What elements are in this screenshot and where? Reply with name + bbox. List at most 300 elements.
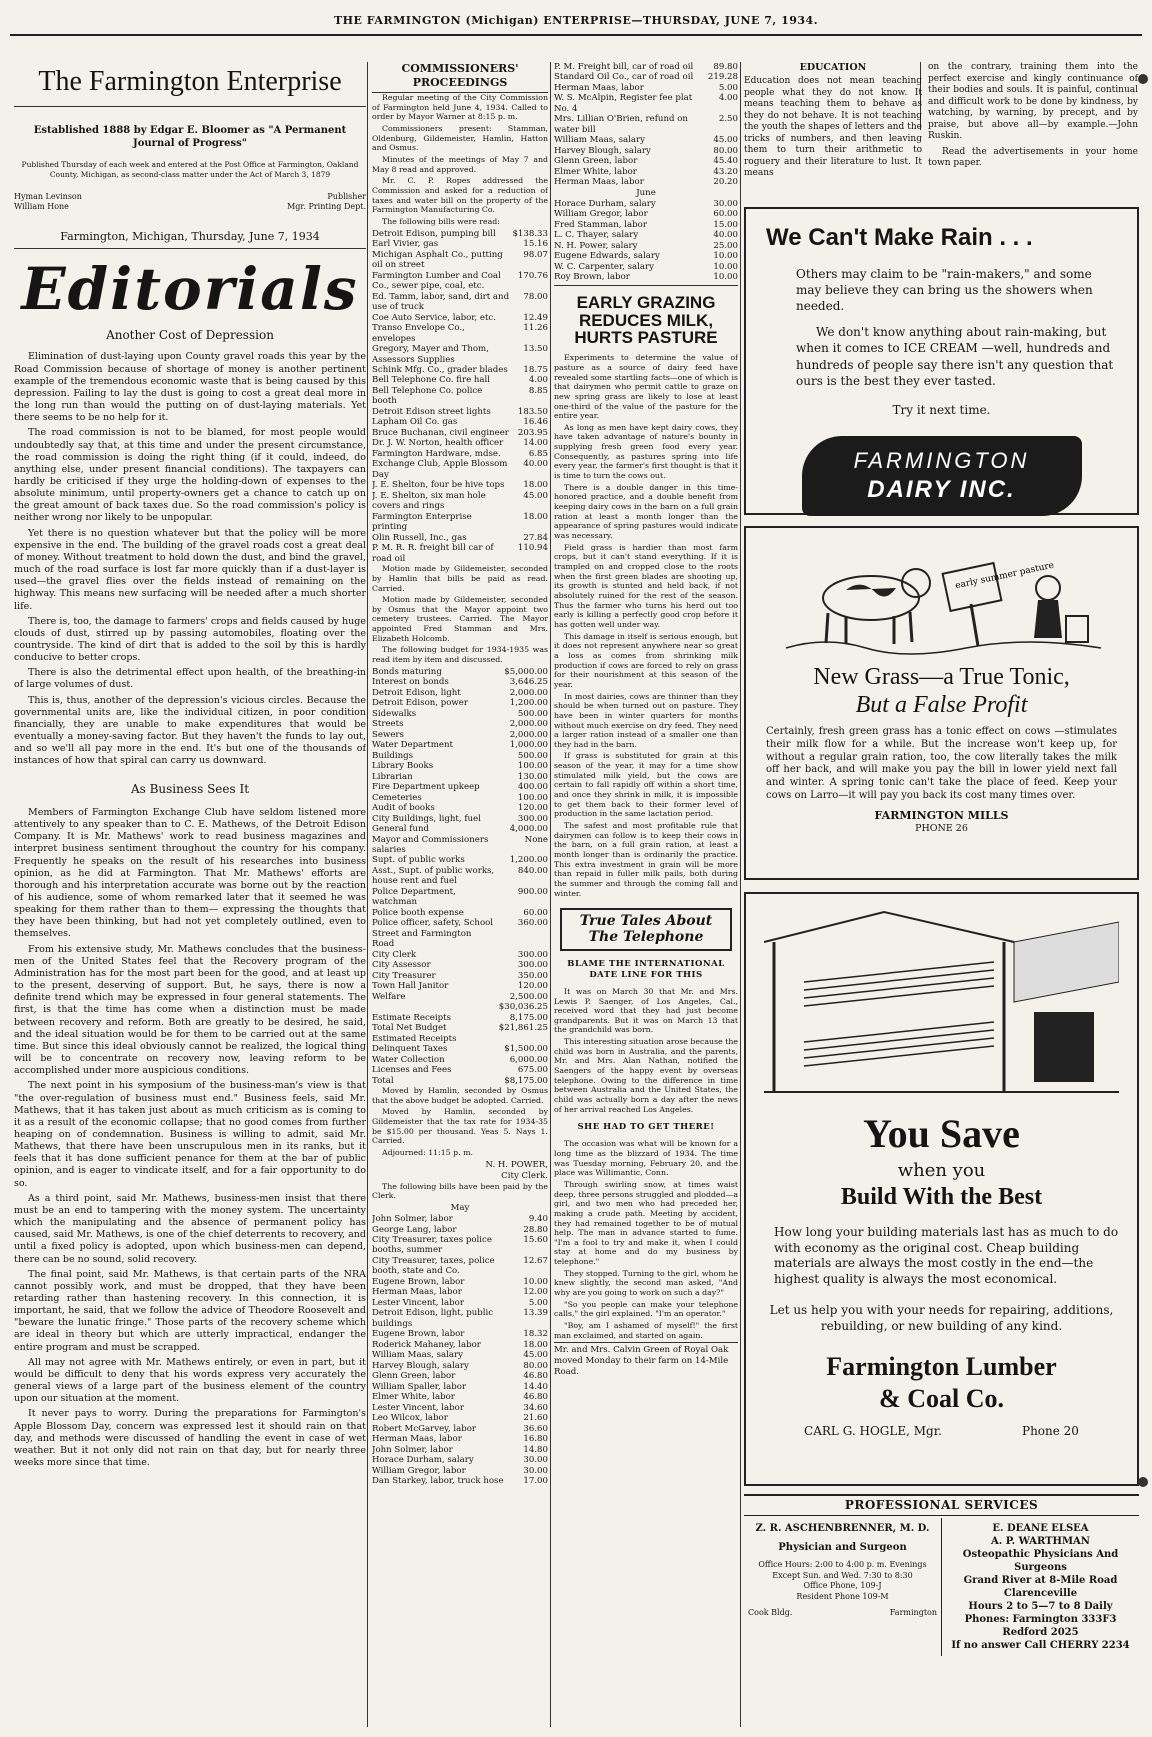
bill-description: Farmington Lumber and Coal Co., sewer pipe, coal, etc. xyxy=(372,270,501,292)
budget-amount: 1,200.00 xyxy=(509,698,548,709)
june-bill-amount: 40.00 xyxy=(713,230,738,241)
paid-bill-amount: 21.60 xyxy=(523,1413,548,1424)
dairy-advertisement xyxy=(744,207,1139,515)
bill-amount: 45.00 xyxy=(523,490,548,501)
budget-description: Fire Department upkeep xyxy=(372,782,480,793)
paid-bill-row xyxy=(372,1350,548,1360)
lumber-ad-title: You Save xyxy=(863,1111,1020,1156)
paid-bill-description: Elmer White, labor xyxy=(554,166,637,177)
paid-bill-row xyxy=(372,1455,548,1465)
paid-bill-description: City Treasurer, taxes, police booth, state and Co. xyxy=(372,1255,495,1277)
paid-bill-description: Glenn Green, labor xyxy=(372,1371,456,1382)
budget-description: Mayor and Commissioners salaries xyxy=(372,834,489,855)
grazing-paragraph: As long as men have kept dairy cows, they have taken advantage of nature's bounty in supplying fresh green food every year. Consequently, as pastures spring into life every year, the farmer's first thought is that it is time to turn the cows out. xyxy=(554,422,738,481)
education-text-right: on the contrary, training them into the perfect exercise and kingly continuance of their bodies and souls. It is painful, continual and difficult work to be done by kindness, by watching, by warning, by precept, and by praise, but above all—by example.—John Ruskin. xyxy=(928,62,1138,142)
budget-description: Police Department, watchman xyxy=(372,886,456,908)
tales-box xyxy=(560,908,732,951)
paid-bill-description: Harvey Blough, salary xyxy=(554,145,651,156)
bill-description: Detroit Edison street lights xyxy=(372,406,491,417)
paid-bill-description: Eugene Brown, labor xyxy=(372,1276,465,1287)
budget-amount: 300.00 xyxy=(517,949,548,960)
bill-amount: 110.94 xyxy=(517,543,548,554)
budget-row xyxy=(372,709,548,719)
june-bill-amount: 60.00 xyxy=(713,209,738,220)
proceedings-paragraph: Motion made by Gildemeister, seconded by Osmus that the Mayor appoint two cemetery trustees. Carried. The Mayor appointed Fred Stamman and Mrs. Elizabeth Holcomb. xyxy=(372,595,548,643)
bill-row xyxy=(372,344,548,365)
budget-row xyxy=(372,835,548,856)
june-table xyxy=(554,199,738,283)
rain-ad-line-2: We don't know anything about rain-making, but when it comes to ICE CREAM —well, hundreds and hundreds of people say there isn't any question that ours is the best they ever tasted. xyxy=(796,325,1114,388)
june-bill-description: Horace Durham, salary xyxy=(554,198,656,209)
june-bill-amount: 30.00 xyxy=(713,198,738,209)
physician-hours: Office Hours: 2:00 to 4:00 p. m. Evenings Except Sun. and Wed. 7:30 to 8:30 xyxy=(758,1560,927,1580)
bill-row xyxy=(372,323,548,344)
education-text-left: Education does not mean teaching people what they do not know. It means teaching them to behave as they do not behave. It is not teaching the youth the shapes of letters and the tricks of numbers, and then leaving them to turn their arithmetic to roguery and their literature to lust. It means xyxy=(744,76,922,179)
budget-amount: 130.00 xyxy=(517,771,548,782)
budget-amount: 2,000.00 xyxy=(509,687,548,698)
budget-amount: $1,500.00 xyxy=(504,1044,548,1055)
editorial-paragraph: Members of Farmington Exchange Club have seldom listened more attentively to any speaker than to C. E. Mathews, of the Detroit Edison Company. It is Mr. Mathews' work to read business magazines and interpret business sentiment throughout the country for his company. Frequently he speaks on the result of his researches into business opinion, as he did at Farmington. That Mr. Mathews' efforts are thorough and his interpretation accurate was borne out by the reaction of his audience, some of whom remarked later that it seemed he was speaking for them rather than to them— expressing the thoughts that they have been thinking, but had not yet completely outlined, even to themselves. xyxy=(14,806,366,940)
tales-title: True Tales About The Telephone xyxy=(579,913,713,945)
rain-ad-title: We Can't Make Rain . . . xyxy=(766,224,1033,251)
paid-bill-amount: 18.32 xyxy=(523,1329,548,1340)
budget-amount: 2,500.00 xyxy=(509,991,548,1002)
bill-description: Olin Russell, Inc., gas xyxy=(372,532,467,543)
bill-amount: 170.76 xyxy=(517,270,548,281)
bill-description: Dr. J. W. Norton, health officer xyxy=(372,438,504,449)
physician-office-phone: Office Phone, 109-J xyxy=(803,1581,882,1591)
budget-row xyxy=(372,761,548,771)
tales-paragraph: This interesting situation arose because the child was born in Australia, and the parents, Mr. and Mrs. Alan Nathan, notified the Saengers of the happy event by overseas telephone. Owing to the difference in time between Australia and the United States, the child was actually born a day after the news of her arrival reached Los Angeles. xyxy=(554,1037,738,1114)
paid-bill-row xyxy=(554,93,738,114)
paid-bill-amount: 30.00 xyxy=(523,1465,548,1476)
budget-description: Estimated Receipts xyxy=(372,1033,457,1044)
june-bill-amount: 25.00 xyxy=(713,240,738,251)
bill-amount: 16.46 xyxy=(523,417,548,428)
bills-table xyxy=(372,229,548,565)
grass-ad-body: Certainly, fresh green grass has a tonic effect on cows —stimulates their milk flow for a while. But the increase won't keep up, for without a regular grain ration, too, the cow literally takes the milk off her back, and will make you pay the bill in lower yield next fall and winter. A spring tonic can't take the place of feed. Keep your cows on Larro—it will pay you back its cost many times over. xyxy=(766,725,1117,801)
clerk-title: City Clerk. xyxy=(501,1170,548,1181)
bill-row xyxy=(372,459,548,480)
budget-amount: $30,036.25 xyxy=(498,1002,548,1013)
bill-amount: 12.49 xyxy=(523,312,548,323)
osteopath-address: Grand River at 8-Mile Road Clarenceville xyxy=(963,1575,1118,1600)
editorial-paragraph: It never pays to worry. During the preparations for Farmington's Apple Blossom Day, concern was expressed lest it should rain on that day, and methods were discussed of handling the event in case of wet weather. But it not only did not rain on that day, but for nearly three weeks more since that time. xyxy=(14,1408,366,1469)
budget-description: Cemeteries xyxy=(372,792,422,803)
budget-row xyxy=(372,782,548,792)
proceedings-paragraph: Regular meeting of the City Commission of Farmington held June 4, 1934. Called to order by Mayor Warner at 8:15 p. m. xyxy=(372,93,548,122)
june-bill-row xyxy=(554,272,738,282)
budget-amount: 300.00 xyxy=(517,813,548,824)
physician-name: Z. R. ASCHENBRENNER, M. D. xyxy=(755,1523,930,1535)
proceedings-column xyxy=(372,62,548,1487)
education-box xyxy=(744,62,1139,180)
proceedings-intro xyxy=(372,93,548,227)
paid-bill-amount: 45.00 xyxy=(523,1350,548,1361)
divider xyxy=(554,285,738,286)
bill-row xyxy=(372,543,548,564)
editorial-paragraph: From his extensive study, Mr. Mathews concludes that the business-men of the United States feel that the Recovery program of the Administration has for the most part been for the good, and at least up to the present, deserving of support. But, he says, there is now a definite trend which may be expressed in four general statements. The first, is that the time has come when a distinction must be made between recovery and reform. Both are greatly to be desired, he said, and the ideal situation would be for them to be carried out at the same time. But since this ideal obviously cannot be realized, the logical thing will be to concentrate on recovery now, leaving reform to be accomplished under more auspicious conditions. xyxy=(14,943,366,1077)
paid-bill-row xyxy=(372,1277,548,1287)
bill-row xyxy=(372,428,548,438)
page-masthead: THE FARMINGTON (Michigan) ENTERPRISE—THURSDAY, JUNE 7, 1934. xyxy=(10,6,1142,36)
tales-paragraph: The occasion was what will be known for a long time as the blizzard of 1934. The time was Tuesday morning, February 20, and the place was Willimantic, Conn. xyxy=(554,1139,738,1178)
paid-bill-row xyxy=(554,146,738,156)
physician-title: Physician and Surgeon xyxy=(778,1542,907,1554)
budget-amount xyxy=(496,1034,548,1044)
grazing-paragraph: This damage in itself is serious enough, but it does not represent anywhere near so great a loss as comes from shrinking milk production if cows are forced to rely on grass for their nourishment at this season of the year. xyxy=(554,631,738,689)
paid-bill-row xyxy=(372,1413,548,1423)
pasture-sign-text: early summer pasture xyxy=(954,560,1055,592)
editorial-paragraph: As a third point, said Mr. Mathews, business-men insist that there must be an end to tampering with the money system. The uncertainty which the manipulating and the absence of permanent policy has caused, said Mr. Mathews, is one of the chief deterrents to recovery, and until a fixed policy is adopted, upon which business-men can depend, there can be no sound, solid recovery. xyxy=(14,1192,366,1265)
paid-bill-amount: 20.20 xyxy=(713,177,738,188)
paid-bill-description: John Solmer, labor xyxy=(372,1444,453,1455)
paid-bill-amount: 18.00 xyxy=(523,1339,548,1350)
budget-description: Police booth expense xyxy=(372,907,464,918)
bill-amount: 8.85 xyxy=(528,385,548,396)
paid-bill-amount: 36.60 xyxy=(523,1423,548,1434)
paid-bill-amount: 15.60 xyxy=(523,1235,548,1245)
bill-amount: 18.00 xyxy=(523,511,548,522)
paid-bill-row xyxy=(372,1225,548,1235)
paid-bill-row xyxy=(372,1340,548,1350)
physician-card xyxy=(744,1518,942,1656)
paid-bill-row xyxy=(372,1214,548,1224)
paid-bill-row xyxy=(372,1392,548,1402)
budget-row xyxy=(372,992,548,1002)
professional-services xyxy=(744,1494,1139,1724)
budget-amount: 2,000.00 xyxy=(509,719,548,730)
paid-bill-row xyxy=(372,1466,548,1476)
clerk-signature: N. H. POWER, xyxy=(485,1159,548,1170)
budget-row xyxy=(372,730,548,740)
budget-description: Total Net Budget xyxy=(372,1023,447,1034)
paid-bill-description: Herman Maas, labor xyxy=(372,1287,462,1298)
bill-description: Transo Envelope Co., envelopes xyxy=(372,323,465,344)
news-column xyxy=(554,62,738,1378)
budget-description: Supt. of public works xyxy=(372,855,465,866)
education-heading: EDUCATION xyxy=(799,62,867,73)
june-bill-description: William Gregor, labor xyxy=(554,209,648,220)
staff-publisher-title: Publisher xyxy=(327,191,366,201)
paid-bill-amount: 5.00 xyxy=(528,1297,548,1308)
budget-description: Bonds maturing xyxy=(372,666,442,677)
paid-bill-row xyxy=(372,1235,548,1256)
staff-printing-name: William Hone xyxy=(14,201,69,211)
tales-paragraph: They stopped. Turning to the girl, whom he knew slightly, the second man asked, "And why are you going to work on such a day?" xyxy=(554,1268,738,1298)
paid-bill-amount: 30.00 xyxy=(523,1455,548,1466)
editorial-paragraph: This is, thus, another of the depression's vicious circles. Because the governmental units are, like the individual citizen, in poor condition financially, they are unable to make expenditures that would be eventually a money-saving factor. But they haven't the funds to lay out, and so we'll all pay more in the end. It's but one of the thousands of instances of how that spiral can carry us downward. xyxy=(14,694,366,767)
grazing-paragraph: There is a double danger in this time-honored practice, and a double benefit from keeping dairy cows in the barn on a full grain ration at least a month longer than the appearance of spring pastures would indicate was necessary. xyxy=(554,482,738,541)
paid-bill-amount: 89.80 xyxy=(713,62,738,72)
proceedings-paragraph: The following bills were read: xyxy=(382,217,500,227)
paid-bill-row xyxy=(554,135,738,145)
paid-bill-description: Glenn Green, labor xyxy=(554,156,638,167)
bill-description: Coe Auto Service, labor, etc. xyxy=(372,312,496,323)
bill-amount: 11.26 xyxy=(523,323,548,334)
editorial-paragraph: The road commission is not to be blamed, for most people would undoubtedly say that, at this time and under the present circumstance, the road commission is doing the right thing (if it could, indeed, do anything else, under present financial conditions). The taxpayers can hardly be criticised if they urge the holding-down of expenses to the absolute minimum, until property-owners get a chance to catch up on the great amount of back taxes due. So the road commission's policy is neither wrong nor likely to be unpopular. xyxy=(14,427,366,524)
paid-bill-row xyxy=(372,1434,548,1444)
budget-row xyxy=(372,698,548,708)
paid-bill-row xyxy=(372,1287,548,1297)
bill-description: Farmington Hardware, mdse. xyxy=(372,448,501,459)
paid-bill-description: John Solmer, labor xyxy=(372,1214,453,1225)
editorial-body-business xyxy=(14,807,366,1469)
paid-bill-amount: 46.80 xyxy=(523,1371,548,1382)
bill-description: Detroit Edison, pumping bill xyxy=(372,228,496,239)
budget-row xyxy=(372,688,548,698)
budget-amount: 500.00 xyxy=(517,708,548,719)
paid-bill-amount: 45.00 xyxy=(713,135,738,146)
proceedings-paragraph: The following budget for 1934-1935 was read item by item and discussed. xyxy=(372,645,548,665)
budget-row xyxy=(372,803,548,813)
bill-amount: 183.50 xyxy=(517,406,548,417)
budget-amount: $8,175.00 xyxy=(504,1075,548,1086)
paid-bill-row xyxy=(554,114,738,135)
paid-bill-amount: 14.80 xyxy=(523,1444,548,1455)
budget-row xyxy=(372,719,548,729)
paid-month: May xyxy=(450,1203,470,1214)
paid-bill-row xyxy=(372,1476,548,1486)
budget-description: Water Collection xyxy=(372,1054,445,1065)
paid-bill-row xyxy=(372,1382,548,1392)
paid-bill-description: William Maas, salary xyxy=(372,1350,463,1361)
june-bill-description: N. H. Power, salary xyxy=(554,240,638,251)
bill-description: J. E. Shelton, six man hole covers and rings xyxy=(372,490,486,512)
budget-table xyxy=(372,667,548,1086)
budget-description: Water Department xyxy=(372,740,453,751)
paid-bill-row xyxy=(372,1298,548,1308)
paid-bill-row xyxy=(554,62,738,72)
bill-row xyxy=(372,417,548,427)
osteopath-no-answer: If no answer Call CHERRY 2234 xyxy=(951,1640,1130,1652)
paid-bill-description: P. M. Freight bill, car of road oil xyxy=(554,62,694,72)
grazing-paragraph: In most dairies, cows are thinner than they should be when turned out on pasture. They have been in winter quarters for months without much exercise on dry feed. They need a larger ration instead of a smaller one than they had in the barn. xyxy=(554,691,738,749)
budget-row xyxy=(372,824,548,834)
lumber-yard-icon xyxy=(764,902,1119,1102)
paid-bill-description: W. S. McAlpin, Register fee plat No. 4 xyxy=(554,93,693,114)
bill-row xyxy=(372,407,548,417)
bill-row xyxy=(372,365,548,375)
bill-row xyxy=(372,512,548,533)
paid-bill-amount: 12.00 xyxy=(523,1287,548,1298)
budget-row xyxy=(372,1023,548,1033)
budget-amount: 900.00 xyxy=(517,886,548,897)
bill-row xyxy=(372,438,548,448)
tales-paragraph: Through swirling snow, at times waist deep, three persons struggled and plodded—a girl, and two men who had preceded her, making a crude path. Meeting by accident, they had remained together to be of mutual help. The man in advance started to fume. "I'm a fool to try and make it, when I could stay at home and do my business by telephone." xyxy=(554,1179,738,1267)
ads-column xyxy=(744,62,1139,1727)
proceedings-paragraph: Motion made by Gildemeister, seconded by Hamlin that bills be paid as read. Carried. xyxy=(372,564,548,593)
editorial-paragraph: All may not agree with Mr. Mathews entirely, or even in part, but it would be difficult to deny that his words express very accurately the general views of a large part of the business element of the country upon our situation at the moment. xyxy=(14,1356,366,1405)
budget-row xyxy=(372,1065,548,1075)
budget-amount: 360.00 xyxy=(517,918,548,929)
paid-bill-description: City Treasurer, taxes police booths, summer xyxy=(372,1235,492,1256)
bill-description: Earl Vivier, gas xyxy=(372,239,439,250)
tales-paragraph: It was on March 30 that Mr. and Mrs. Lewis P. Saenger, of Los Angeles, Cal., received word that they had just become grandparents. But it was on March 13 that the grandchild was born. xyxy=(554,986,738,1035)
budget-row xyxy=(372,740,548,750)
budget-description: Detroit Edison, power xyxy=(372,698,468,709)
editorial-title-business: As Business Sees It xyxy=(130,781,250,796)
paid-intro: The following bills have been paid by the Clerk. xyxy=(372,1181,548,1201)
budget-row xyxy=(372,918,548,949)
budget-description: Delinquent Taxes xyxy=(372,1044,448,1055)
budget-row xyxy=(372,887,548,908)
budget-amount: 1,200.00 xyxy=(509,855,548,866)
budget-amount: 100.00 xyxy=(517,792,548,803)
bill-amount: 18.75 xyxy=(523,364,548,375)
physician-building: Cook Bldg. xyxy=(748,1607,793,1617)
lumber-company-name xyxy=(764,1351,1119,1416)
bill-row xyxy=(372,386,548,407)
budget-amount: 350.00 xyxy=(517,970,548,981)
budget-amount: 2,000.00 xyxy=(509,729,548,740)
professional-heading: PROFESSIONAL SERVICES xyxy=(744,1494,1139,1516)
paid-bill-row xyxy=(554,167,738,177)
bill-description: Schink Mfg. Co., grader blades xyxy=(372,364,508,375)
proceedings-heading: COMMISSIONERS' PROCEEDINGS xyxy=(372,62,548,93)
paid-bill-amount: 43.20 xyxy=(713,166,738,177)
bill-amount: 203.95 xyxy=(517,427,548,438)
budget-description: City Clerk xyxy=(372,949,417,960)
column-rule xyxy=(550,62,551,1727)
paid-bill-description: William Maas, salary xyxy=(554,135,645,146)
editorial-column xyxy=(14,62,366,1472)
budget-row xyxy=(372,1076,548,1086)
dairy-logo-line-1: FARMINGTON xyxy=(853,447,1030,473)
budget-row xyxy=(372,981,548,991)
budget-description: Total xyxy=(372,1075,394,1086)
bill-description: P. M. R. R. freight bill car of road oil xyxy=(372,543,494,564)
paid-bill-description: Leo Wilcox, labor xyxy=(372,1413,448,1424)
grass-ad-title: New Grass—a True Tonic, xyxy=(813,664,1070,690)
tales-paragraph: "Boy, am I ashamed of myself!" the first man exclaimed, and started on again. xyxy=(554,1321,738,1340)
budget-description: Sewers xyxy=(372,729,404,740)
paid-bill-row xyxy=(372,1329,548,1339)
rain-ad-try: Try it next time. xyxy=(892,403,991,418)
paid-bill-description: Robert McGarvey, labor xyxy=(372,1423,477,1434)
budget-amount: 120.00 xyxy=(517,803,548,814)
budget-description: Licenses and Fees xyxy=(372,1065,452,1076)
tales-paragraph: "So you people can make your telephone calls," the girl explained. "I'm an operator." xyxy=(554,1299,738,1319)
paid-bill-description: Elmer White, labor xyxy=(372,1392,455,1403)
lumber-ad-when: when you xyxy=(897,1160,986,1182)
june-bill-row xyxy=(554,262,738,272)
paid-bill-amount: 80.00 xyxy=(523,1360,548,1371)
lumber-advertisement xyxy=(744,892,1139,1486)
budget-amount: 675.00 xyxy=(517,1065,548,1076)
paid-bill-amount: 34.60 xyxy=(523,1402,548,1413)
budget-description: Interest on bonds xyxy=(372,677,449,688)
grazing-heading: EARLY GRAZING REDUCES MILK, HURTS PASTURE xyxy=(574,292,718,348)
paid-bill-amount: 13.39 xyxy=(523,1308,548,1319)
paid-bill-description: Herman Maas, labor xyxy=(554,82,644,93)
grazing-paragraph: Experiments to determine the value of pasture as a source of dairy feed have revealed some startling facts—one of which is that dairymen who permit cattle to graze on new spring grass are likely to lose at least one-third of the value of the pasture for the entire year. xyxy=(554,353,738,421)
bill-amount: 18.00 xyxy=(523,480,548,491)
osteopath-hours: Hours 2 to 5—7 to 8 Daily xyxy=(968,1601,1113,1613)
staff-box xyxy=(14,192,366,212)
lumber-manager: CARL G. HOGLE, Mgr. xyxy=(804,1423,942,1438)
editorial-title-depression: Another Cost of Depression xyxy=(106,328,274,343)
budget-amount: $21,861.25 xyxy=(498,1023,548,1034)
divider xyxy=(554,1342,738,1343)
budget-row xyxy=(372,667,548,677)
paid-bill-amount: 14.40 xyxy=(523,1381,548,1392)
osteopath-card xyxy=(942,1518,1139,1656)
grass-ad-subtitle: But a False Profit xyxy=(855,691,1028,718)
osteopath-name-1: E. DEANE ELSEA xyxy=(992,1523,1089,1535)
paid-bill-row xyxy=(372,1445,548,1455)
june-bill-description: Eugene Edwards, salary xyxy=(554,251,660,262)
budget-description: Police officer, safety, School Street and Farmington Road xyxy=(372,918,494,950)
paid-bill-amount: 219.28 xyxy=(707,72,738,83)
paid-bill-amount: 45.40 xyxy=(713,156,738,167)
paid-bill-row xyxy=(372,1403,548,1413)
budget-amount: 3,646.25 xyxy=(509,677,548,688)
bill-row xyxy=(372,313,548,323)
paid-bill-amount: 46.80 xyxy=(523,1392,548,1403)
bill-description: Exchange Club, Apple Blossom Day xyxy=(372,459,508,480)
lumber-ad-build: Build With the Best xyxy=(840,1184,1043,1211)
june-bill-amount: 10.00 xyxy=(713,272,738,283)
established-line: Established 1888 by Edgar E. Bloomer as "A Permanent Journal of Progress" xyxy=(33,124,347,149)
bill-amount: 27.84 xyxy=(523,532,548,543)
budget-amount: 500.00 xyxy=(517,750,548,761)
budget-description: Asst., Supt. of public works, house rent and fuel xyxy=(372,865,495,887)
lumber-phone: Phone 20 xyxy=(1022,1423,1079,1438)
budget-amount: 6,000.00 xyxy=(509,1054,548,1065)
budget-row xyxy=(372,866,548,887)
editorial-paragraph: Yet there is no question whatever but that the policy will be more expensive in the end. The building of the gravel roads cost a great deal of money. Without treatment to hold down the dust, and bind the gravel, much of the road surface is lost far more quickly than if a dust-layer is used—the gravel flies over the fields instead of remaining on the highway. This means new surfacing will be needed after a much shorter life. xyxy=(14,527,366,612)
budget-row xyxy=(372,814,548,824)
osteopath-title: Osteopathic Physicians And Surgeons xyxy=(962,1549,1119,1574)
bill-description: Bell Telephone Co. fire hall xyxy=(372,375,491,386)
editorials-heading: Editorials xyxy=(21,255,359,324)
paid-bill-amount: 4.00 xyxy=(718,93,738,104)
physician-town: Farmington xyxy=(889,1607,937,1617)
bill-row xyxy=(372,229,548,239)
tales-body-1 xyxy=(554,987,738,1115)
column-rule xyxy=(740,62,741,1727)
budget-amount: 120.00 xyxy=(517,981,548,992)
grazing-paragraph: Field grass is hardier than most farm crops, but it can't stand everything. If it is trampled on and cropped close to the roots when the first green blades are shooting up, its growth is stunted and held back, if not absolutely ruined for the rest of the season. Thus the farmer who turns his herd out too early is killing a perfectly good crop before it has gotten well under way. xyxy=(554,542,738,629)
budget-row xyxy=(372,950,548,960)
budget-amount: 60.00 xyxy=(523,907,548,918)
bill-row xyxy=(372,271,548,292)
paid-continued-table xyxy=(554,62,738,188)
bill-description: Farmington Enterprise printing xyxy=(372,511,472,533)
proceedings-paragraph: Moved by Hamlin, seconded by Osmus that the above budget be adopted. Carried. xyxy=(372,1086,548,1105)
bill-amount: 14.00 xyxy=(523,438,548,449)
paid-bill-description: Eugene Brown, labor xyxy=(372,1329,465,1340)
june-bill-row xyxy=(554,241,738,251)
bill-description: Ed. Tamm, labor, sand, dirt and use of truck xyxy=(372,291,510,313)
lumber-ad-body: How long your building materials last has as much to do with economy as the original cost. Cheap building materials are always the most costly in the end—the highest quality is always the most economical. xyxy=(774,1224,1119,1286)
bill-description: Bell Telephone Co. police booth xyxy=(372,385,483,407)
budget-description: City Assessor xyxy=(372,960,431,971)
paid-bill-description: George Lang, labor xyxy=(372,1224,457,1235)
bill-amount: 4.00 xyxy=(528,375,548,386)
paid-bill-amount: 2.50 xyxy=(718,114,738,125)
budget-description: Estimate Receipts xyxy=(372,1012,451,1023)
bill-description: Bruce Buchanan, civil engineer xyxy=(372,427,509,438)
budget-description: Audit of books xyxy=(372,803,435,814)
staff-printing-title: Mgr. Printing Dept. xyxy=(287,201,366,211)
bill-row xyxy=(372,250,548,271)
paid-bill-description: Standard Oil Co., car of road oil xyxy=(554,72,694,83)
paper-title: The Farmington Enterprise xyxy=(14,62,366,107)
local-news-item: Mr. and Mrs. Calvin Green of Royal Oak moved Monday to their farm on 14-Mile Road. xyxy=(554,1345,729,1378)
budget-description xyxy=(372,1002,496,1012)
